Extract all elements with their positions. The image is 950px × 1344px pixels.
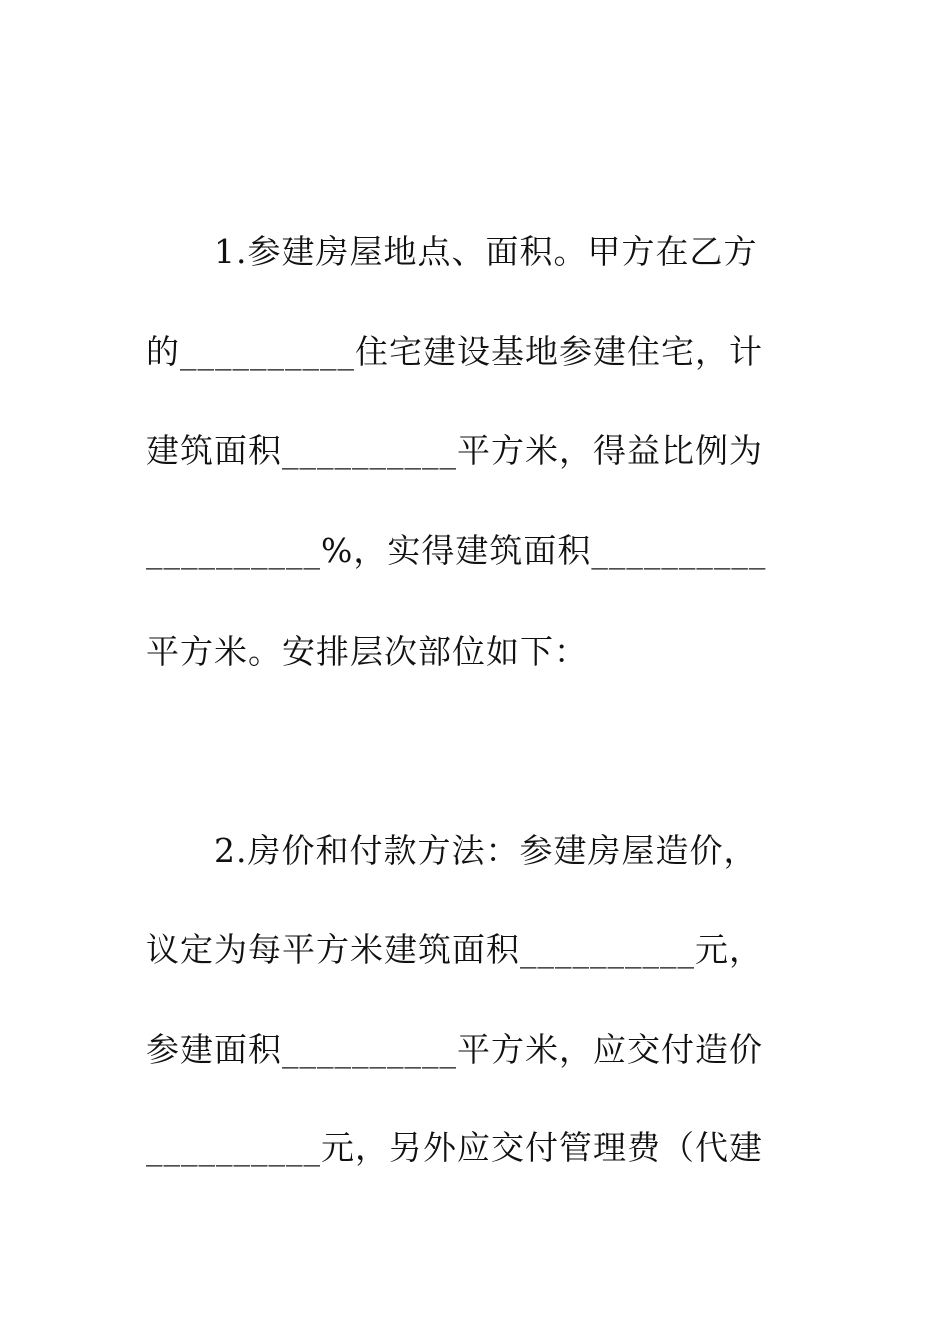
- paragraph-2-line-2: 议定为每平方米建筑面积__________元，: [146, 930, 763, 969]
- paragraph-2-line-4: __________元，另外应交付管理费（代建: [146, 1128, 763, 1167]
- paragraph-2-line-1: 2.房价和付款方法：参建房屋造价，: [214, 831, 758, 870]
- paragraph-2-line-3: 参建面积__________平方米，应交付造价: [146, 1030, 763, 1069]
- paragraph-1-line-2: 的__________住宅建设基地参建住宅，计: [146, 332, 763, 371]
- paragraph-1-line-4: __________%，实得建筑面积__________: [146, 531, 767, 570]
- paragraph-1-line-5: 平方米。安排层次部位如下：: [146, 632, 588, 671]
- paragraph-1-line-1: 1.参建房屋地点、面积。甲方在乙方: [214, 232, 758, 271]
- paragraph-1-line-3: 建筑面积__________平方米，得益比例为: [146, 431, 763, 470]
